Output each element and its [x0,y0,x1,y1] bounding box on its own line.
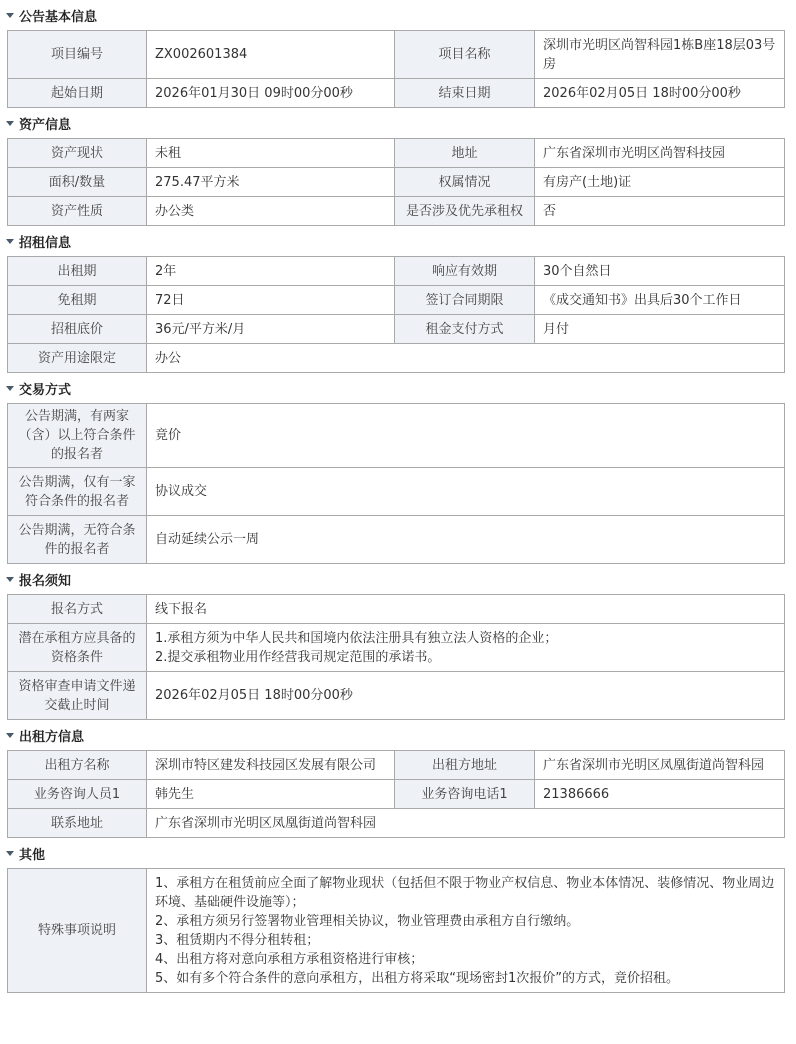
project-name-value: 深圳市光明区尚智科园1栋B座18层03号房 [535,31,785,79]
consultant-value: 韩先生 [147,780,395,809]
usage-restriction-label: 资产用途限定 [8,344,147,373]
asset-nature-value: 办公类 [147,197,395,226]
section-title: 交易方式 [19,382,72,398]
two-plus-bidders-label: 公告期满，有两家（含）以上符合条件的报名者 [8,404,147,468]
ownership-label: 权属情况 [395,168,535,197]
special-note-item: 2、承租方须另行签署物业管理相关协议，物业管理费由承租方自行缴纳。 [155,913,580,929]
lessor-name-label: 出租方名称 [8,751,147,780]
base-price-label: 招租底价 [8,315,147,344]
response-validity-value: 30个自然日 [535,257,785,286]
two-plus-bidders-value: 竟价 [147,404,785,468]
collapse-caret-icon[interactable] [6,577,14,582]
lease-term-value: 2年 [147,257,395,286]
section-title: 公告基本信息 [19,9,98,25]
submission-deadline-value: 2026年02月05日 18时00分00秒 [147,672,785,720]
consult-phone-label: 业务咨询电话1 [395,780,535,809]
no-bidder-value: 自动延续公示一周 [147,516,785,564]
end-date-value: 2026年02月05日 18时00分00秒 [535,79,785,108]
qualification-value [147,624,785,672]
payment-method-label: 租金支付方式 [395,315,535,344]
special-notes-label: 特殊事项说明 [8,869,147,993]
special-note-item: 5、如有多个符合条件的意向承租方，出租方将采取“现场密封1次报价”的方式，竟价招租。 [155,970,680,986]
payment-method-value: 月付 [535,315,785,344]
one-bidder-value: 协议成交 [147,468,785,516]
one-bidder-label: 公告期满，仅有一家符合条件的报名者 [8,468,147,516]
area-value: 275.47平方米 [147,168,395,197]
no-bidder-label: 公告期满，无符合条件的报名者 [8,516,147,564]
submission-deadline-label: 资格审查申请文件递交截止时间 [8,672,147,720]
trade-method-table [7,403,785,564]
consult-phone-value: 21386666 [535,780,785,809]
project-no-value: ZX002601384 [147,31,395,79]
section-lease-header [0,226,796,256]
consultant-label: 业务咨询人员1 [8,780,147,809]
asset-status-value: 未租 [147,139,395,168]
section-title: 出租方信息 [19,729,85,745]
section-title: 资产信息 [19,117,72,133]
signup-method-value: 线下报名 [147,595,785,624]
collapse-caret-icon[interactable] [6,13,14,18]
lease-info-table [7,256,785,373]
lessor-name-value: 深圳市特区建发科技园区发展有限公司 [147,751,395,780]
area-label: 面积/数量 [8,168,147,197]
priority-right-value: 否 [535,197,785,226]
special-note-item: 1、承租方在租赁前应全面了解物业现状（包括但不限于物业产权信息、物业本体情况、装修情况、物业周边环境、基础硬件设施等）； [155,875,775,910]
start-date-label: 起始日期 [8,79,147,108]
contract-deadline-label: 签订合同期限 [395,286,535,315]
end-date-label: 结束日期 [395,79,535,108]
section-other-header [0,838,796,868]
address-value: 广东省深圳市光明区尚智科技园 [535,139,785,168]
contact-address-label: 联系地址 [8,809,147,838]
ownership-value: 有房产(土地)证 [535,168,785,197]
collapse-caret-icon[interactable] [6,386,14,391]
qualification-line-1: 1.承租方须为中华人民共和国境内依法注册具有独立法人资格的企业； [155,630,558,646]
contact-address-value: 广东省深圳市光明区凤凰街道尚智科园 [147,809,785,838]
project-name-label: 项目名称 [395,31,535,79]
signup-method-label: 报名方式 [8,595,147,624]
special-note-item: 4、出租方将对意向承租方承租资格进行审核； [155,951,424,967]
contract-deadline-value: 《成交通知书》出具后30个工作日 [535,286,785,315]
base-price-value: 36元/平方米/月 [147,315,395,344]
section-lessor-header [0,720,796,750]
collapse-caret-icon[interactable] [6,733,14,738]
start-date-value: 2026年01月30日 09时00分00秒 [147,79,395,108]
qualification-label: 潜在承租方应具备的资格条件 [8,624,147,672]
signup-notice-table [7,594,785,720]
section-asset-header [0,108,796,138]
address-label: 地址 [395,139,535,168]
asset-status-label: 资产现状 [8,139,147,168]
section-signup-header [0,564,796,594]
collapse-caret-icon[interactable] [6,121,14,126]
rent-free-label: 免租期 [8,286,147,315]
section-title: 招租信息 [19,235,72,251]
section-basic-header [0,0,796,30]
qualification-line-2: 2.提交承租物业用作经营我司规定范围的承诺书。 [155,649,441,665]
section-title: 其他 [19,847,46,863]
lessor-address-value: 广东省深圳市光明区凤凰街道尚智科园 [535,751,785,780]
collapse-caret-icon[interactable] [6,851,14,856]
usage-restriction-value: 办公 [147,344,785,373]
special-note-item: 3、租赁期内不得分租转租； [155,932,320,948]
rent-free-value: 72日 [147,286,395,315]
section-trade-header [0,373,796,403]
section-title: 报名须知 [19,573,72,589]
collapse-caret-icon[interactable] [6,239,14,244]
project-no-label: 项目编号 [8,31,147,79]
lessor-info-table [7,750,785,838]
priority-right-label: 是否涉及优先承租权 [395,197,535,226]
response-validity-label: 响应有效期 [395,257,535,286]
lessor-address-label: 出租方地址 [395,751,535,780]
other-info-table [7,868,785,993]
basic-info-table [7,30,785,108]
asset-nature-label: 资产性质 [8,197,147,226]
asset-info-table [7,138,785,226]
lease-term-label: 出租期 [8,257,147,286]
special-notes-value [147,869,785,993]
